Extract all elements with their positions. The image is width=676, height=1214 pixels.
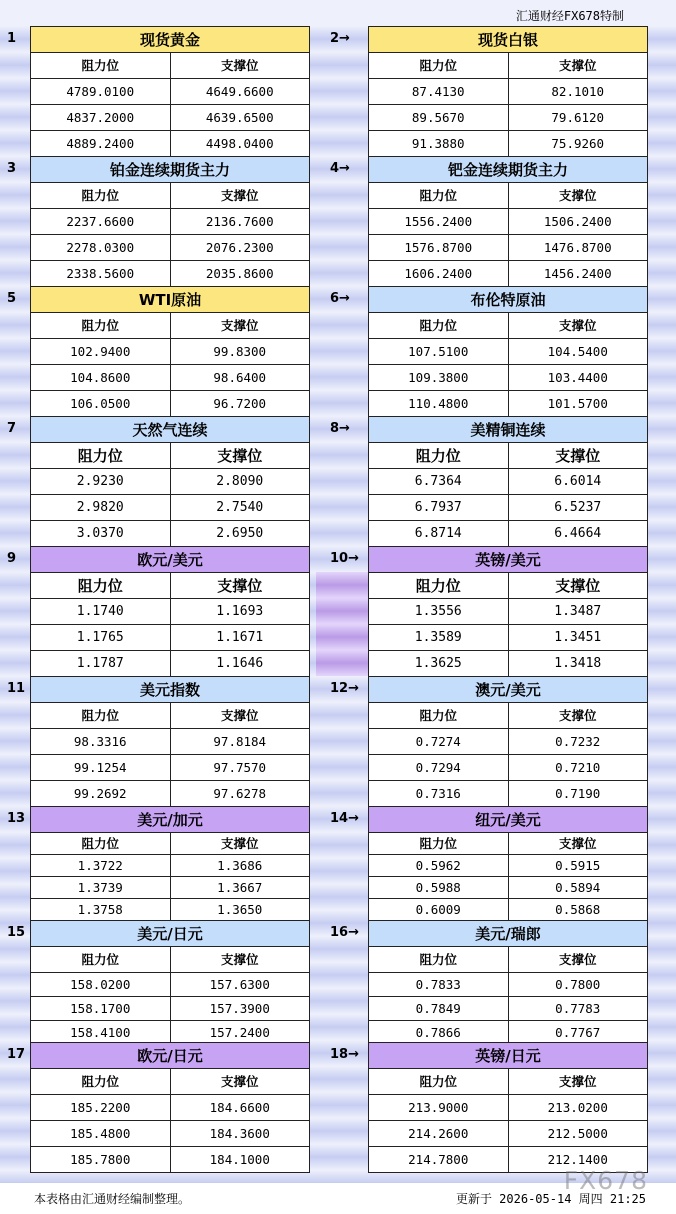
resistance-header: 阻力位 (369, 703, 509, 728)
support-value: 2076.2300 (205, 240, 274, 255)
panel-number: 9 (7, 551, 17, 566)
panel-title: 现货白银 (369, 27, 647, 53)
watermark-logo: FX678 (563, 1166, 648, 1195)
resistance-value: 158.4100 (31, 1021, 171, 1045)
support-value: 2.8090 (216, 474, 264, 489)
column-header-row (369, 573, 647, 599)
support-value: 1.3686 (217, 858, 263, 873)
level-row (369, 877, 647, 899)
resistance-value: 4837.2000 (31, 105, 171, 130)
level-row (31, 1095, 309, 1121)
support-value: 213.0200 (547, 1100, 608, 1115)
resistance-value: 1.1765 (31, 625, 171, 650)
level-row (31, 365, 309, 391)
support-value: 99.8300 (213, 344, 267, 359)
support-value: 97.8184 (213, 734, 267, 749)
column-header-row (31, 947, 309, 973)
resistance-value: 4889.2400 (31, 131, 171, 157)
support-value: 2136.7600 (205, 214, 274, 229)
support-value: 98.6400 (213, 370, 267, 385)
resistance-value: 213.9000 (369, 1095, 509, 1120)
resistance-value: 3.0370 (31, 521, 171, 547)
resistance-value: 185.4800 (31, 1121, 171, 1146)
level-row (369, 339, 647, 365)
support-header: 支撑位 (558, 1074, 597, 1089)
resistance-value: 1.3589 (369, 625, 509, 650)
column-header-row (369, 53, 647, 79)
panel-title: 英镑/美元 (369, 547, 647, 573)
level-row (31, 755, 309, 781)
panel-number: 2→ (330, 31, 350, 46)
level-row (31, 131, 309, 157)
resistance-value: 0.5988 (369, 877, 509, 898)
panel-number: 13 (7, 811, 26, 826)
support-value: 1.3667 (217, 880, 263, 895)
resistance-header: 阻力位 (369, 443, 509, 468)
resistance-header: 阻力位 (31, 443, 171, 468)
resistance-header: 阻力位 (369, 53, 509, 78)
resistance-value: 1.3758 (31, 899, 171, 921)
support-value: 0.7190 (555, 786, 601, 801)
support-header: 支撑位 (220, 836, 259, 851)
support-value: 82.1010 (551, 84, 605, 99)
resistance-value: 99.2692 (31, 781, 171, 807)
panel-number: 15 (7, 925, 26, 940)
resistance-value: 1.3722 (31, 855, 171, 876)
column-header-row (31, 53, 309, 79)
support-header: 支撑位 (220, 318, 259, 333)
level-row (369, 973, 647, 997)
support-value: 103.4400 (547, 370, 608, 385)
resistance-header: 阻力位 (31, 183, 171, 208)
resistance-value: 2338.5600 (31, 261, 171, 287)
panel-number: 4→ (330, 161, 350, 176)
support-value: 104.5400 (547, 344, 608, 359)
level-row (31, 1121, 309, 1147)
support-value: 4498.0400 (205, 136, 274, 151)
resistance-value: 6.8714 (369, 521, 509, 547)
resistance-header: 阻力位 (31, 53, 171, 78)
support-header: 支撑位 (217, 447, 263, 465)
level-row (369, 599, 647, 625)
panel-number: 7 (7, 421, 17, 436)
support-header: 支撑位 (220, 708, 259, 723)
resistance-value: 91.3880 (369, 131, 509, 157)
resistance-value: 1.3556 (369, 599, 509, 624)
level-row (31, 729, 309, 755)
support-header: 支撑位 (558, 188, 597, 203)
support-value: 1.3650 (217, 902, 263, 917)
column-header-row (369, 443, 647, 469)
panel-title: 欧元/美元 (31, 547, 309, 573)
pivot-panel (30, 26, 310, 157)
resistance-value: 2.9230 (31, 469, 171, 494)
support-value: 1.3451 (554, 630, 602, 645)
level-row (31, 1147, 309, 1173)
support-value: 96.7200 (213, 396, 267, 411)
panel-title: 铂金连续期货主力 (31, 157, 309, 183)
pivot-panel (30, 1042, 310, 1173)
resistance-value: 109.3800 (369, 365, 509, 390)
support-value: 0.5868 (555, 902, 601, 917)
panel-number: 5 (7, 291, 17, 306)
resistance-value: 0.7849 (369, 997, 509, 1020)
resistance-value: 0.7274 (369, 729, 509, 754)
panel-number: 1 (7, 31, 17, 46)
level-row (31, 625, 309, 651)
resistance-value: 0.7833 (369, 973, 509, 996)
panel-number: 10→ (330, 551, 359, 566)
resistance-value: 158.0200 (31, 973, 171, 996)
pivot-panel (30, 676, 310, 807)
support-value: 1.1693 (216, 604, 264, 619)
support-value: 4649.6600 (205, 84, 274, 99)
column-header-row (31, 443, 309, 469)
resistance-value: 1556.2400 (369, 209, 509, 234)
level-row (31, 651, 309, 677)
support-header: 支撑位 (555, 447, 601, 465)
level-row (369, 781, 647, 807)
panel-title: 英镑/日元 (369, 1043, 647, 1069)
panel-number: 12→ (330, 681, 359, 696)
support-header: 支撑位 (558, 708, 597, 723)
level-row (31, 469, 309, 495)
support-header: 支撑位 (220, 188, 259, 203)
resistance-value: 1.1787 (31, 651, 171, 677)
column-header-row (369, 703, 647, 729)
resistance-value: 98.3316 (31, 729, 171, 754)
panel-number: 3 (7, 161, 17, 176)
resistance-header: 阻力位 (31, 1069, 171, 1094)
resistance-value: 0.7294 (369, 755, 509, 780)
resistance-value: 107.5100 (369, 339, 509, 364)
panel-title: 布伦特原油 (369, 287, 647, 313)
support-value: 0.5894 (555, 880, 601, 895)
level-row (31, 899, 309, 921)
support-value: 75.9260 (551, 136, 605, 151)
level-row (31, 997, 309, 1021)
support-value: 157.3900 (209, 1001, 270, 1016)
resistance-value: 185.2200 (31, 1095, 171, 1120)
level-row (31, 79, 309, 105)
pivot-panel (368, 806, 648, 921)
resistance-value: 87.4130 (369, 79, 509, 104)
resistance-header: 阻力位 (31, 947, 171, 972)
level-row (31, 339, 309, 365)
support-value: 97.6278 (213, 786, 267, 801)
support-value: 0.7767 (555, 1025, 601, 1040)
level-row (369, 521, 647, 547)
level-row (369, 1121, 647, 1147)
level-row (31, 209, 309, 235)
level-row (369, 469, 647, 495)
support-header: 支撑位 (555, 577, 601, 595)
panel-title: 美精铜连续 (369, 417, 647, 443)
level-row (369, 625, 647, 651)
resistance-value: 0.7316 (369, 781, 509, 807)
level-row (31, 877, 309, 899)
panel-title: 美元/瑞郎 (369, 921, 647, 947)
resistance-value: 0.6009 (369, 899, 509, 921)
support-value: 2.6950 (216, 526, 264, 541)
support-value: 1.1671 (216, 630, 264, 645)
resistance-header: 阻力位 (369, 313, 509, 338)
source-label: 汇通财经FX678特制 (515, 9, 624, 23)
resistance-header: 阻力位 (31, 573, 171, 598)
panel-title: 美元/日元 (31, 921, 309, 947)
level-row (369, 997, 647, 1021)
gutter-band (316, 572, 368, 676)
support-value: 0.7232 (555, 734, 601, 749)
support-value: 6.5237 (554, 500, 602, 515)
panel-title: 美元/加元 (31, 807, 309, 833)
support-header: 支撑位 (220, 58, 259, 73)
support-value: 101.5700 (547, 396, 608, 411)
level-row (369, 755, 647, 781)
column-header-row (31, 573, 309, 599)
support-value: 1456.2400 (543, 266, 612, 281)
level-row (31, 855, 309, 877)
column-header-row (31, 1069, 309, 1095)
panel-number: 18→ (330, 1047, 359, 1062)
support-value: 157.6300 (209, 977, 270, 992)
support-value: 6.4664 (554, 526, 602, 541)
resistance-value: 104.8600 (31, 365, 171, 390)
resistance-value: 2278.0300 (31, 235, 171, 260)
panel-title: 天然气连续 (31, 417, 309, 443)
resistance-header: 阻力位 (31, 313, 171, 338)
resistance-value: 106.0500 (31, 391, 171, 417)
panel-title: 美元指数 (31, 677, 309, 703)
panel-number: 14→ (330, 811, 359, 826)
support-value: 1506.2400 (543, 214, 612, 229)
panel-number: 6→ (330, 291, 350, 306)
support-value: 2.7540 (216, 500, 264, 515)
resistance-value: 1.3625 (369, 651, 509, 677)
resistance-value: 6.7364 (369, 469, 509, 494)
support-value: 79.6120 (551, 110, 605, 125)
support-value: 0.7210 (555, 760, 601, 775)
resistance-value: 4789.0100 (31, 79, 171, 104)
panel-number: 8→ (330, 421, 350, 436)
column-header-row (369, 313, 647, 339)
pivot-panel (368, 546, 648, 677)
support-header: 支撑位 (558, 58, 597, 73)
level-row (369, 105, 647, 131)
panel-title: 纽元/美元 (369, 807, 647, 833)
panel-number: 17 (7, 1047, 26, 1062)
panel-title: 现货黄金 (31, 27, 309, 53)
resistance-value: 1.3739 (31, 877, 171, 898)
resistance-value: 6.7937 (369, 495, 509, 520)
resistance-value: 185.7800 (31, 1147, 171, 1173)
pivot-panel (368, 156, 648, 287)
level-row (31, 521, 309, 547)
pivot-panel (368, 416, 648, 547)
resistance-header: 阻力位 (31, 833, 171, 854)
pivot-panel (368, 1042, 648, 1173)
level-row (31, 781, 309, 807)
resistance-header: 阻力位 (369, 947, 509, 972)
column-header-row (31, 703, 309, 729)
level-row (369, 235, 647, 261)
resistance-value: 102.9400 (31, 339, 171, 364)
resistance-value: 2.9820 (31, 495, 171, 520)
panel-title: 澳元/美元 (369, 677, 647, 703)
support-header: 支撑位 (558, 836, 597, 851)
level-row (369, 855, 647, 877)
support-value: 0.7783 (555, 1001, 601, 1016)
resistance-value: 0.7866 (369, 1021, 509, 1045)
pivot-panel (30, 546, 310, 677)
column-header-row (369, 1069, 647, 1095)
panel-number: 11 (7, 681, 26, 696)
level-row (369, 1095, 647, 1121)
level-row (31, 495, 309, 521)
resistance-header: 阻力位 (31, 703, 171, 728)
support-value: 212.1400 (547, 1152, 608, 1167)
support-header: 支撑位 (217, 577, 263, 595)
support-header: 支撑位 (558, 318, 597, 333)
resistance-header: 阻力位 (369, 573, 509, 598)
support-value: 184.1000 (209, 1152, 270, 1167)
level-row (369, 209, 647, 235)
support-value: 212.5000 (547, 1126, 608, 1141)
column-header-row (369, 947, 647, 973)
level-row (31, 105, 309, 131)
header-strip (0, 0, 676, 26)
resistance-value: 158.1700 (31, 997, 171, 1020)
resistance-value: 214.7800 (369, 1147, 509, 1173)
resistance-header: 阻力位 (369, 1069, 509, 1094)
support-value: 1.3487 (554, 604, 602, 619)
resistance-value: 1606.2400 (369, 261, 509, 287)
support-value: 2035.8600 (205, 266, 274, 281)
support-value: 157.2400 (209, 1025, 270, 1040)
column-header-row (31, 183, 309, 209)
column-header-row (369, 183, 647, 209)
level-row (31, 599, 309, 625)
pivot-panel (368, 26, 648, 157)
support-value: 1.1646 (216, 656, 264, 671)
column-header-row (369, 833, 647, 855)
support-value: 0.7800 (555, 977, 601, 992)
column-header-row (31, 313, 309, 339)
pivot-panel (368, 676, 648, 807)
level-row (369, 729, 647, 755)
column-header-row (31, 833, 309, 855)
level-row (369, 365, 647, 391)
pivot-panel (30, 806, 310, 921)
resistance-header: 阻力位 (369, 833, 509, 854)
footer-update-time: 更新于 2026-05-14 周四 21:25 (455, 1192, 646, 1206)
footer-note: 本表格由汇通财经编制整理。 (34, 1192, 191, 1206)
support-value: 0.5915 (555, 858, 601, 873)
support-value: 4639.6500 (205, 110, 274, 125)
panel-title: WTI原油 (31, 287, 309, 313)
resistance-value: 1.1740 (31, 599, 171, 624)
panel-number: 16→ (330, 925, 359, 940)
level-row (31, 261, 309, 287)
resistance-value: 214.2600 (369, 1121, 509, 1146)
level-row (369, 391, 647, 417)
support-value: 184.3600 (209, 1126, 270, 1141)
support-value: 1476.8700 (543, 240, 612, 255)
pivot-panel (30, 286, 310, 417)
resistance-value: 2237.6600 (31, 209, 171, 234)
support-value: 1.3418 (554, 656, 602, 671)
level-row (369, 79, 647, 105)
resistance-value: 99.1254 (31, 755, 171, 780)
support-header: 支撑位 (220, 952, 259, 967)
pivot-panel (368, 920, 648, 1045)
pivot-panel (368, 286, 648, 417)
resistance-header: 阻力位 (369, 183, 509, 208)
level-row (369, 131, 647, 157)
panel-title: 钯金连续期货主力 (369, 157, 647, 183)
resistance-value: 1576.8700 (369, 235, 509, 260)
level-row (369, 495, 647, 521)
level-row (369, 899, 647, 921)
level-row (31, 973, 309, 997)
level-row (31, 235, 309, 261)
support-header: 支撑位 (558, 952, 597, 967)
support-header: 支撑位 (220, 1074, 259, 1089)
resistance-value: 89.5670 (369, 105, 509, 130)
pivot-panel (30, 416, 310, 547)
support-value: 97.7570 (213, 760, 267, 775)
support-value: 6.6014 (554, 474, 602, 489)
level-row (369, 261, 647, 287)
pivot-panel (30, 920, 310, 1045)
support-value: 184.6600 (209, 1100, 270, 1115)
resistance-value: 0.5962 (369, 855, 509, 876)
level-row (369, 651, 647, 677)
pivot-panel (30, 156, 310, 287)
panel-title: 欧元/日元 (31, 1043, 309, 1069)
resistance-value: 110.4800 (369, 391, 509, 417)
level-row (31, 391, 309, 417)
